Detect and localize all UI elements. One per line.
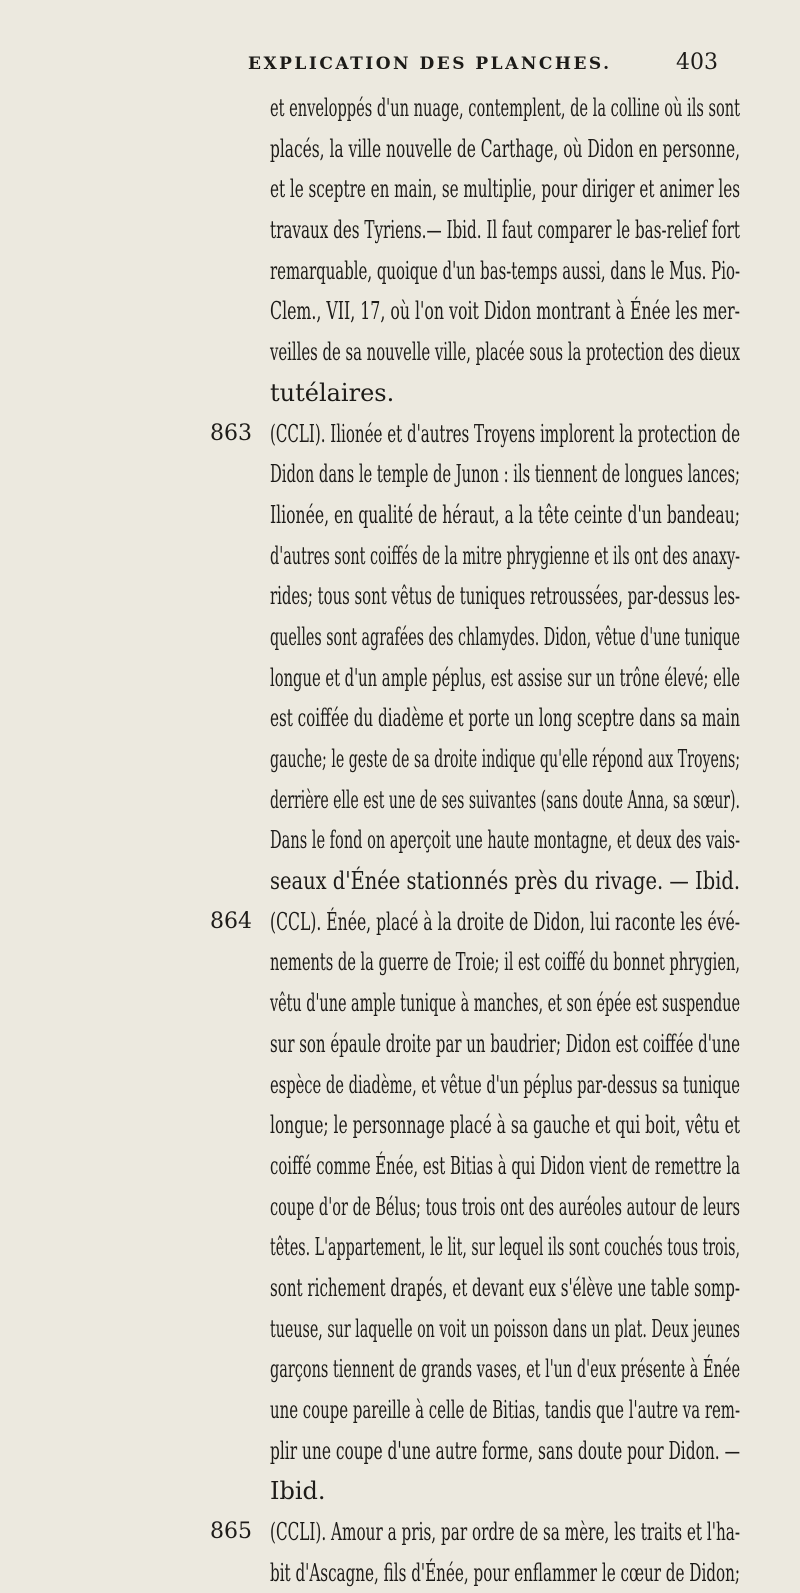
text-line <box>270 1349 740 1390</box>
text-line <box>270 373 740 414</box>
line-text: Didon dans le temple de Junon : ils tiennent de longues lances; <box>270 460 740 489</box>
line-text: sur son épaule droite par un baudrier; Didon est coiffée d'une <box>270 1029 740 1058</box>
line-text: longue et d'un ample péplus, est assise sur un trône élevé; elle <box>270 663 740 692</box>
line-text: et enveloppés d'un nuage, contemplent, de la colline où ils sont <box>270 94 740 122</box>
line-text: tutélaires. <box>270 378 395 407</box>
line-text: têtes. L'appartement, le lit, sur lequel ils sont couchés tous trois, <box>270 1233 740 1262</box>
text-line <box>270 1187 740 1228</box>
plate-number: 865 <box>210 1519 252 1545</box>
page-number: 403 <box>676 50 718 75</box>
line-text: derrière elle est une de ses suivantes (sans doute Anna, sa sœur). <box>270 785 740 814</box>
line-text: sont richement drapés, et devant eux s'élève une table somp- <box>270 1273 740 1302</box>
text-line <box>270 576 740 617</box>
line-text: est coiffée du diadème et porte un long sceptre dans sa main <box>270 704 740 733</box>
text-line <box>270 1471 740 1512</box>
line-text: travaux des Tyriens.— Ibid. Il faut comparer le bas-relief fort <box>270 216 740 245</box>
text-line <box>210 902 740 943</box>
line-text: nements de la guerre de Troie; il est coiffé du bonnet phrygien, <box>270 948 740 977</box>
plate-number: 864 <box>210 908 252 934</box>
text-line <box>210 414 740 455</box>
text-line <box>270 780 740 821</box>
line-text: quelles sont agrafées des chlamydes. Didon, vêtue d'une tunique <box>270 622 740 651</box>
line-text: Clem., VII, 17, où l'on voit Didon montrant à Énée les mer- <box>270 297 740 326</box>
text-line <box>270 454 740 495</box>
text-line <box>270 739 740 780</box>
text-line <box>270 983 740 1024</box>
text-line <box>270 1024 740 1065</box>
line-text: coupe d'or de Bélus; tous trois ont des auréoles autour de leurs <box>270 1192 740 1221</box>
text-line <box>270 251 740 292</box>
text-line <box>270 1146 740 1187</box>
text-line <box>270 1105 740 1146</box>
text-line <box>270 291 740 332</box>
text-line <box>270 129 740 170</box>
text-line <box>270 495 740 536</box>
line-text: (CCL). Énée, placé à la droite de Didon, lui raconte les évé- <box>270 907 740 936</box>
text-line <box>270 1553 740 1593</box>
line-text: gauche; le geste de sa droite indique qu'elle répond aux Troyens; <box>270 745 740 773</box>
text-line <box>270 942 740 983</box>
text-line <box>270 1309 740 1350</box>
line-text: tueuse, sur laquelle on voit un poisson dans un plat. Deux jeunes <box>270 1314 740 1343</box>
line-text: Ilionée, en qualité de héraut, a la tête ceinte d'un bandeau; <box>270 500 740 529</box>
text-line <box>270 1065 740 1106</box>
text-line <box>270 658 740 699</box>
line-text: et le sceptre en main, se multiplie, pour diriger et animer les <box>270 175 740 204</box>
running-title: EXPLICATION DES PLANCHES. <box>248 54 612 74</box>
line-text: vêtu d'une ample tunique à manches, et son épée est suspendue <box>270 989 740 1018</box>
text-line <box>270 88 740 129</box>
line-text: remarquable, quoique d'un bas-temps aussi, dans le Mus. Pio- <box>270 256 740 285</box>
text-line <box>270 1431 740 1472</box>
text-line <box>270 210 740 251</box>
text-line <box>270 169 740 210</box>
text-line <box>270 820 740 861</box>
line-text: coiffé comme Énée, est Bitias à qui Didon vient de remettre la <box>270 1151 740 1180</box>
line-text: Dans le fond on aperçoit une haute montagne, et deux des vais- <box>270 826 740 855</box>
line-text: Ibid. <box>270 1477 326 1506</box>
line-text: (CCLI). Amour a pris, par ordre de sa mère, les traits et l'ha- <box>270 1518 740 1547</box>
line-text: longue; le personnage placé à sa gauche et qui boit, vêtu et <box>270 1111 740 1140</box>
line-text: rides; tous sont vêtus de tuniques retroussées, par-dessus les- <box>270 582 740 611</box>
plate-number: 863 <box>210 420 252 446</box>
line-text: placés, la ville nouvelle de Carthage, où Didon en personne, <box>270 134 740 163</box>
text-line <box>270 861 740 902</box>
text-line <box>270 1227 740 1268</box>
body-text <box>210 88 740 1593</box>
line-text: (CCLI). Ilionée et d'autres Troyens implorent la protection de <box>270 419 740 448</box>
text-line <box>270 617 740 658</box>
text-line <box>270 698 740 739</box>
page-header <box>248 50 718 82</box>
text-line <box>210 1512 740 1553</box>
line-text: seaux d'Énée stationnés près du rivage. — Ibid. <box>270 867 740 896</box>
text-line <box>270 1268 740 1309</box>
line-text: une coupe pareille à celle de Bitias, tandis que l'autre va rem- <box>270 1396 740 1424</box>
line-text: plir une coupe d'une autre forme, sans doute pour Didon. — <box>270 1436 740 1465</box>
text-line <box>270 1390 740 1431</box>
text-line <box>270 536 740 577</box>
line-text: espèce de diadème, et vêtue d'un péplus par-dessus sa tunique <box>270 1070 740 1099</box>
line-text: veilles de sa nouvelle ville, placée sous la protection des dieux <box>270 338 740 367</box>
line-text: garçons tiennent de grands vases, et l'un d'eux présente à Énée <box>270 1355 740 1384</box>
line-text: bit d'Ascagne, fils d'Énée, pour enflammer le cœur de Didon; <box>270 1558 740 1587</box>
line-text: d'autres sont coiffés de la mitre phrygienne et ils ont des anaxy- <box>270 541 740 570</box>
text-line <box>270 332 740 373</box>
